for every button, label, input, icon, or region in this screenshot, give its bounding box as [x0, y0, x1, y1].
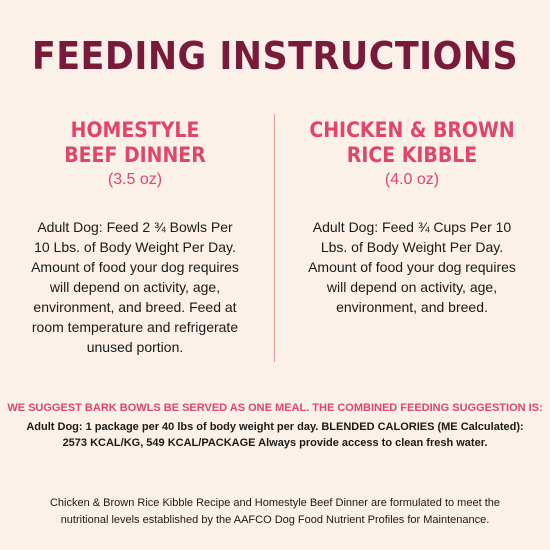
- suggestion-heading: WE SUGGEST BARK BOWLS BE SERVED AS ONE MEAL. THE COMBINED FEEDING SUGGESTION IS:: [7, 402, 543, 414]
- product-size: (3.5 oz): [107, 171, 163, 188]
- product-column-chicken: [287, 118, 537, 317]
- footer-note: Chicken & Brown Rice Kibble Recipe and Homestyle Beef Dinner are formulated to meet the nutritional levels established by the AAFCO Dog Food Nutrient Profiles for Maintenance.: [49, 497, 500, 526]
- product-instructions: Adult Dog: Feed 2 ¾ Bowls Per 10 Lbs. of Body Weight Per Day. Amount of food your dog requires will depend on activity, age, environment, and breed. Feed at room temperature and refrigerate unused portion.: [31, 219, 239, 355]
- suggestion-body: Adult Dog: 1 package per 40 lbs of body weight per day. BLENDED CALORIES (ME Calculated): 2573 KCAL/KG, 549 KCAL/PACKAGE Always provide access to clean fresh water.: [26, 421, 524, 449]
- product-size: (4.0 oz): [384, 171, 440, 188]
- product-name: CHICKEN & BROWN RICE KIBBLE: [309, 118, 515, 167]
- product-column-beef: [10, 118, 260, 357]
- page-title: FEEDING INSTRUCTIONS: [31, 34, 519, 78]
- product-instructions: Adult Dog: Feed ¾ Cups Per 10 Lbs. of Body Weight Per Day. Amount of food your dog requires will depend on activity, age, environment, and breed.: [308, 219, 516, 315]
- product-name: HOMESTYLE BEEF DINNER: [64, 118, 206, 167]
- column-divider: [274, 114, 275, 362]
